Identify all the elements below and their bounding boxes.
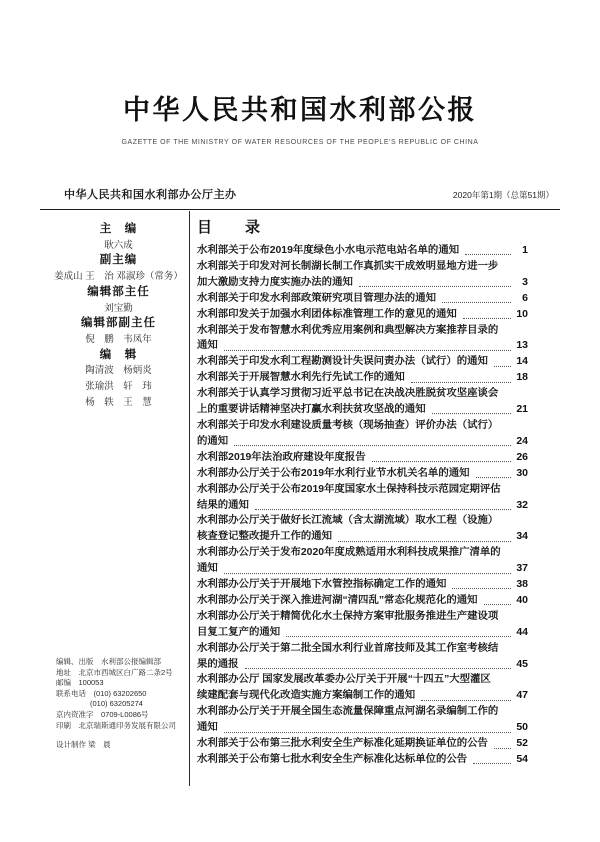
- toc-entry: [197, 307, 528, 323]
- toc-entry-line: [197, 370, 528, 386]
- toc-page-number: 6: [522, 291, 528, 304]
- dot-leader: [286, 635, 511, 637]
- dot-leader: [465, 253, 511, 255]
- toc-entry-line: [197, 720, 528, 736]
- staff-names: 倪 鹏 韦凤年: [85, 333, 152, 345]
- toc-entry-line: [197, 736, 528, 752]
- toc-entry-title: 水利部关于印发水利部政策研究项目管理办法的通知: [197, 292, 436, 304]
- toc-entry-title: 果的通报: [197, 658, 239, 670]
- dot-leader: [494, 365, 511, 367]
- dot-leader: [372, 460, 511, 462]
- toc-entry-line: [197, 529, 528, 545]
- toc-entry-line: 水利部关于印发对河长制湖长制工作真抓实干成效明显地方进一步: [197, 260, 499, 272]
- toc-entry-line: [197, 338, 528, 354]
- dot-leader: [432, 412, 511, 414]
- dot-leader: [473, 762, 511, 764]
- toc-entry: [197, 466, 528, 482]
- toc-entry-title: 的通知: [197, 435, 229, 447]
- toc-entry-title: 水利部印发关于加强水利团体标准管理工作的意见的通知: [197, 308, 457, 320]
- dot-leader: [224, 731, 511, 733]
- toc-entry-title: 目复工复产的通知: [197, 626, 281, 638]
- toc-list: [197, 243, 528, 768]
- toc-entry-line: 水利部办公厅关于做好长江流域（含太湖流域）取水工程（设施）: [197, 515, 499, 527]
- horizontal-rule: [40, 209, 560, 210]
- toc-entry-title: 水利部关于公布第三批水利安全生产标准化延期换证单位的公告: [197, 738, 488, 750]
- toc-entry: [197, 641, 528, 673]
- toc-entry-line: [197, 657, 528, 673]
- publisher-label: 中华人民共和国水利部办公厅主办: [64, 189, 237, 201]
- staff-role-heading: 编辑部副主任: [81, 317, 156, 330]
- toc-entry-title: 结果的通知: [197, 499, 249, 511]
- toc-entry: [197, 243, 528, 259]
- toc-entry-title: 上的重要讲话精神坚决打赢水利扶贫攻坚战的通知: [197, 404, 426, 416]
- page-subtitle-english: GAZETTE OF THE MINISTRY OF WATER RESOURCES OF THE PEOPLE'S REPUBLIC OF CHINA: [121, 139, 479, 146]
- toc-page-number: 40: [516, 593, 528, 606]
- toc-entry-title: 水利部办公厅关于开展地下水管控指标确定工作的通知: [197, 579, 447, 591]
- toc-entry: [197, 593, 528, 609]
- dot-leader: [255, 508, 511, 510]
- toc-entry-line: [197, 498, 528, 514]
- staff-names: 陶清波 杨炳炎: [85, 365, 152, 377]
- toc-entry-line: 水利部关于发布智慧水利优秀应用案例和典型解决方案推荐目录的: [197, 324, 499, 336]
- toc-entry: [197, 672, 528, 704]
- toc-entry-title: 通知: [197, 340, 218, 352]
- imprint-block: [56, 657, 196, 751]
- toc-entry-line: [197, 307, 528, 323]
- toc-page-number: 18: [516, 371, 528, 384]
- toc-page-number: 50: [516, 721, 528, 734]
- toc-entry-title: 水利部办公厅关于公布2019年水利行业节水机关名单的通知: [197, 467, 470, 479]
- toc-entry-line: [197, 354, 528, 370]
- dot-leader: [494, 747, 511, 749]
- toc-page-number: 34: [516, 530, 528, 543]
- toc-entry: [197, 450, 528, 466]
- toc-entry-line: 水利部办公厅关于开展全国生态流量保障重点河湖名录编制工作的: [197, 706, 499, 718]
- staff-role-heading: 编辑部主任: [87, 285, 150, 298]
- toc-entry: [197, 577, 528, 593]
- staff-names: 杨 轶 王 慧: [85, 396, 152, 408]
- toc-entry: [197, 704, 528, 736]
- dot-leader: [338, 540, 511, 542]
- toc-entry: [197, 482, 528, 514]
- toc-entry: [197, 323, 528, 355]
- toc-entry-line: [197, 752, 528, 768]
- toc-entry: [197, 513, 528, 545]
- toc-entry: [197, 386, 528, 418]
- staff-list: [48, 222, 189, 410]
- dot-leader: [463, 317, 511, 319]
- imprint-line: 地址 北京市西城区白广路二条2号: [56, 667, 173, 677]
- toc-entry-title: 续建配套与现代化改造实施方案编制工作的通知: [197, 690, 416, 702]
- toc-entry-title: 水利部关于公布2019年度绿色小水电示范电站名单的通知: [197, 245, 460, 256]
- toc-entry-title: 核查登记整改提升工作的通知: [197, 531, 333, 543]
- issue-number: 2020年第1期（总第51期）: [452, 190, 554, 200]
- toc-entry-line: 水利部办公厅关于第二批全国水利行业首席技师及其工作室考核结: [197, 642, 499, 654]
- toc-entry-line: [197, 291, 528, 307]
- toc-page-number: 52: [516, 737, 528, 750]
- toc-page-number: 1: [522, 244, 528, 256]
- toc-entry-line: [197, 688, 528, 704]
- toc-heading: 目 录: [197, 219, 270, 236]
- toc-entry-line: 水利部关于认真学习贯彻习近平总书记在决战决胜脱贫攻坚座谈会: [197, 388, 499, 400]
- toc-page-number: 13: [516, 339, 528, 352]
- dot-leader: [224, 572, 511, 574]
- toc-page-number: 24: [516, 434, 528, 447]
- staff-role-heading: 主 编: [99, 223, 138, 235]
- toc-entry-line: [197, 243, 528, 259]
- staff-role-heading: 副主编: [99, 254, 138, 267]
- toc-entry: [197, 370, 528, 386]
- toc-entry-line: [197, 466, 528, 482]
- publication-info-row: [64, 186, 554, 202]
- dot-leader: [224, 349, 511, 351]
- toc-entry-line: [197, 450, 528, 466]
- toc-entry-line: [197, 561, 528, 577]
- toc-page-number: 30: [516, 466, 528, 479]
- designer-credit: 设计制作 梁 晨: [56, 740, 111, 750]
- toc-page-number: 26: [516, 450, 528, 463]
- toc-entry-line: 水利部办公厅 国家发展改革委办公厅关于开展“十四五”大型灌区: [197, 674, 491, 686]
- toc-entry-title: 水利部办公厅关于深入推进河湖“清四乱”常态化规范化的通知: [197, 594, 478, 606]
- toc-entry: [197, 752, 528, 768]
- dot-leader: [442, 301, 511, 303]
- staff-names: 姜成山 王 治 邓淑珍（常务）: [54, 271, 183, 283]
- toc-entry-line: [197, 434, 528, 450]
- toc-entry-title: 水利部关于印发水利工程勘测设计失误问责办法（试行）的通知: [197, 356, 488, 368]
- toc-entry-line: [197, 275, 528, 291]
- toc-page-number: 32: [516, 498, 528, 511]
- toc-entry-line: [197, 577, 528, 593]
- toc-entry-line: 水利部办公厅关于公布2019年度国家水土保持科技示范园定期评估: [197, 483, 501, 495]
- page-title: 中华人民共和国水利部公报: [123, 95, 477, 125]
- imprint-line: 印刷 北京瑞斯通印务发展有限公司: [56, 720, 176, 730]
- toc-entry-line: 水利部办公厅关于发布2020年度成熟适用水利科技成果推广清单的: [197, 547, 501, 559]
- dot-leader: [411, 381, 511, 383]
- toc-entry: [197, 259, 528, 291]
- toc-page-number: 3: [522, 275, 528, 288]
- toc-entry-line: 水利部关于印发水利建设质量考核（现场抽查）评价办法（试行）: [197, 419, 499, 431]
- staff-names: 刘宝勤: [104, 302, 133, 314]
- toc-entry: [197, 418, 528, 450]
- toc-page-number: 54: [516, 753, 528, 765]
- toc-entry: [197, 609, 528, 641]
- dot-leader: [421, 699, 511, 701]
- imprint-line: (010) 63205274: [90, 699, 143, 709]
- toc-entry-title: 水利部2019年法治政府建设年度报告: [197, 451, 366, 463]
- staff-names: 张瑜洪 轩 玮: [85, 381, 152, 393]
- toc-page-number: 14: [516, 355, 528, 368]
- toc-entry: [197, 545, 528, 577]
- dot-leader: [484, 603, 511, 605]
- staff-names: 耿六成: [104, 239, 133, 251]
- toc-entry-line: [197, 625, 528, 641]
- dot-leader: [452, 587, 511, 589]
- toc-page-number: 38: [516, 578, 528, 591]
- imprint-line: 京内资准字 0709-L0086号: [56, 709, 149, 719]
- toc-page-number: 44: [516, 625, 528, 638]
- dot-leader: [476, 476, 512, 478]
- imprint-line: 编辑、出版 水利部公报编辑部: [56, 657, 161, 666]
- table-of-contents: [197, 218, 528, 768]
- toc-entry: [197, 291, 528, 307]
- imprint-lines: [56, 657, 196, 731]
- toc-entry-title: 加大激励支持力度实施办法的通知: [197, 276, 353, 288]
- dot-leader: [234, 444, 511, 446]
- dot-leader: [359, 285, 511, 287]
- toc-entry-title: 通知: [197, 563, 218, 575]
- toc-page-number: 47: [516, 689, 528, 702]
- toc-entry-line: [197, 402, 528, 418]
- toc-entry: [197, 736, 528, 752]
- imprint-line: 联系电话 (010) 63202650: [56, 688, 147, 698]
- toc-entry-title: 通知: [197, 722, 218, 734]
- toc-page-number: 10: [516, 307, 528, 320]
- dot-leader: [245, 667, 511, 669]
- toc-entry-line: [197, 593, 528, 609]
- staff-role-heading: 编 辑: [99, 348, 138, 361]
- toc-entry-title: 水利部关于开展智慧水利先行先试工作的通知: [197, 372, 405, 384]
- toc-page-number: 37: [516, 562, 528, 575]
- toc-page-number: 45: [516, 657, 528, 670]
- toc-entry-title: 水利部关于公布第七批水利安全生产标准化达标单位的公告: [197, 754, 468, 765]
- imprint-line: 邮编 100053: [56, 678, 104, 688]
- toc-page-number: 21: [516, 403, 528, 416]
- toc-entry-line: 水利部办公厅关于精简优化水土保持方案审批服务推进生产建设项: [197, 610, 499, 622]
- toc-entry: [197, 354, 528, 370]
